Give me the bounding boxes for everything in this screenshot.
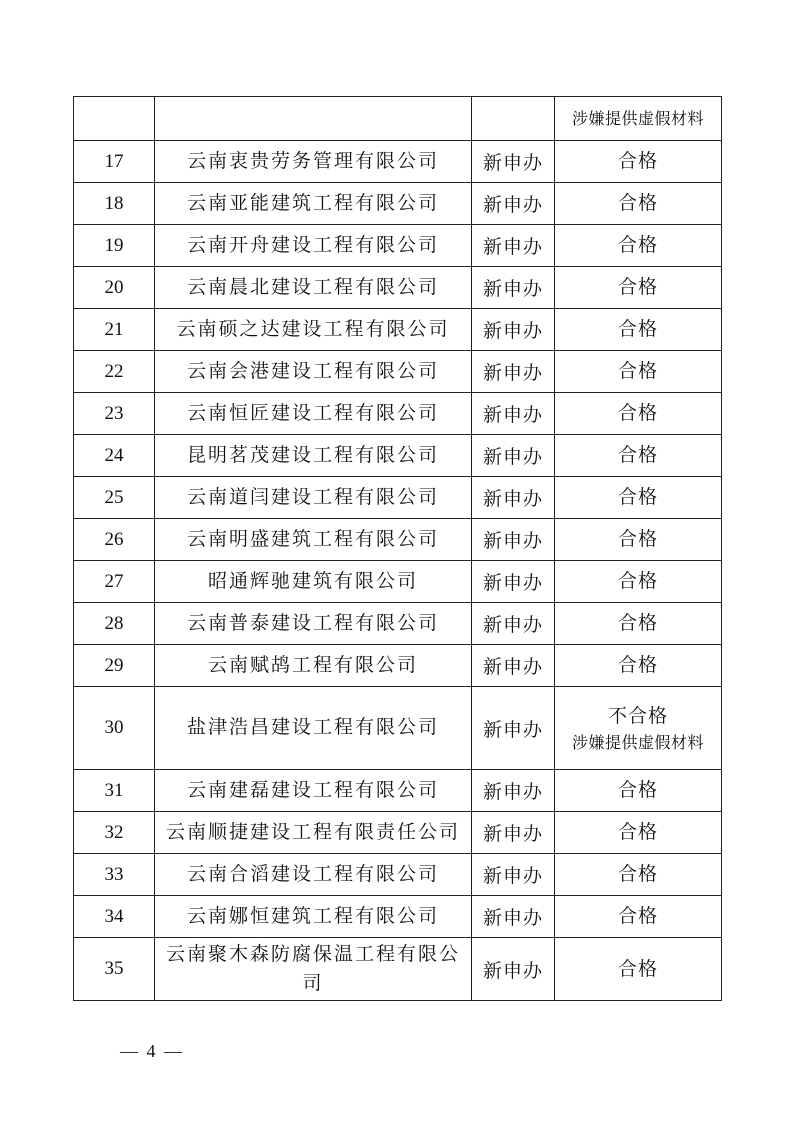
result-note: 涉嫌提供虚假材料 <box>571 108 704 128</box>
result-label: 合格 <box>617 234 658 257</box>
cell-company-name <box>155 97 472 141</box>
cell-company-name: 云南娜恒建筑工程有限公司 <box>155 896 472 938</box>
cell-application-type: 新申办 <box>472 645 555 687</box>
cell-result <box>555 351 722 393</box>
cell-company-name: 云南建磊建设工程有限公司 <box>155 770 472 812</box>
cell-company-name: 云南恒匠建设工程有限公司 <box>155 393 472 435</box>
table-row <box>74 938 722 1001</box>
cell-no: 26 <box>74 519 155 561</box>
cell-company-name: 盐津浩昌建设工程有限公司 <box>155 687 472 770</box>
cell-result <box>555 519 722 561</box>
cell-no: 33 <box>74 854 155 896</box>
cell-result <box>555 435 722 477</box>
cell-result <box>555 938 722 1001</box>
cell-no: 21 <box>74 309 155 351</box>
table-row <box>74 687 722 770</box>
result-label: 合格 <box>617 360 658 383</box>
page-number: — 4 — <box>120 1041 184 1061</box>
cell-result <box>555 770 722 812</box>
table-body <box>74 97 722 1001</box>
cell-result <box>555 603 722 645</box>
result-label: 合格 <box>617 905 658 928</box>
cell-result <box>555 477 722 519</box>
result-label: 合格 <box>617 402 658 425</box>
table-row <box>74 645 722 687</box>
cell-application-type: 新申办 <box>472 854 555 896</box>
result-label: 合格 <box>617 528 658 551</box>
cell-company-name: 云南亚能建筑工程有限公司 <box>155 183 472 225</box>
result-label: 合格 <box>617 612 658 635</box>
table-row <box>74 351 722 393</box>
result-label: 合格 <box>617 957 658 980</box>
cell-application-type: 新申办 <box>472 812 555 854</box>
table-row <box>74 183 722 225</box>
result-label: 合格 <box>617 150 658 173</box>
cell-no: 18 <box>74 183 155 225</box>
cell-result <box>555 267 722 309</box>
cell-result <box>555 687 722 770</box>
cell-result <box>555 561 722 603</box>
cell-result <box>555 812 722 854</box>
cell-no: 19 <box>74 225 155 267</box>
cell-application-type: 新申办 <box>472 477 555 519</box>
result-label: 合格 <box>617 192 658 215</box>
result-label: 合格 <box>617 570 658 593</box>
cell-company-name: 云南普泰建设工程有限公司 <box>155 603 472 645</box>
cell-application-type: 新申办 <box>472 770 555 812</box>
cell-application-type: 新申办 <box>472 603 555 645</box>
cell-company-name: 云南顺捷建设工程有限责任公司 <box>155 812 472 854</box>
cell-no: 28 <box>74 603 155 645</box>
cell-no: 35 <box>74 938 155 1001</box>
result-note: 涉嫌提供虚假材料 <box>571 733 704 753</box>
table-row <box>74 477 722 519</box>
cell-no: 24 <box>74 435 155 477</box>
cell-no: 32 <box>74 812 155 854</box>
cell-company-name: 昭通辉驰建筑有限公司 <box>155 561 472 603</box>
cell-result <box>555 309 722 351</box>
cell-application-type: 新申办 <box>472 267 555 309</box>
cell-application-type <box>472 97 555 141</box>
table-row <box>74 854 722 896</box>
result-label: 合格 <box>617 779 658 802</box>
cell-result <box>555 225 722 267</box>
table-row <box>74 561 722 603</box>
cell-no: 31 <box>74 770 155 812</box>
cell-result <box>555 393 722 435</box>
cell-no: 22 <box>74 351 155 393</box>
cell-company-name: 云南晨北建设工程有限公司 <box>155 267 472 309</box>
table-row <box>74 225 722 267</box>
table-row <box>74 770 722 812</box>
table-row <box>74 896 722 938</box>
cell-company-name: 云南开舟建设工程有限公司 <box>155 225 472 267</box>
table-row <box>74 603 722 645</box>
cell-application-type: 新申办 <box>472 687 555 770</box>
cell-application-type: 新申办 <box>472 896 555 938</box>
cell-no: 29 <box>74 645 155 687</box>
cell-company-name: 云南硕之达建设工程有限公司 <box>155 309 472 351</box>
cell-company-name: 云南会港建设工程有限公司 <box>155 351 472 393</box>
cell-application-type: 新申办 <box>472 309 555 351</box>
cell-result <box>555 97 722 141</box>
cell-company-name: 云南衷贵劳务管理有限公司 <box>155 141 472 183</box>
cell-no: 25 <box>74 477 155 519</box>
cell-result <box>555 183 722 225</box>
qualification-table <box>73 96 722 1001</box>
cell-application-type: 新申办 <box>472 141 555 183</box>
cell-application-type: 新申办 <box>472 225 555 267</box>
cell-company-name: 云南合滔建设工程有限公司 <box>155 854 472 896</box>
cell-company-name: 云南明盛建筑工程有限公司 <box>155 519 472 561</box>
result-label: 合格 <box>617 486 658 509</box>
result-label: 合格 <box>617 821 658 844</box>
result-label: 合格 <box>617 444 658 467</box>
result-label: 不合格 <box>607 704 668 727</box>
table-row <box>74 267 722 309</box>
table-row <box>74 309 722 351</box>
cell-result <box>555 645 722 687</box>
cell-result <box>555 141 722 183</box>
table-row <box>74 519 722 561</box>
cell-no: 30 <box>74 687 155 770</box>
result-label: 合格 <box>617 654 658 677</box>
cell-application-type: 新申办 <box>472 435 555 477</box>
cell-application-type: 新申办 <box>472 519 555 561</box>
cell-result <box>555 896 722 938</box>
cell-application-type: 新申办 <box>472 393 555 435</box>
cell-application-type: 新申办 <box>472 938 555 1001</box>
cell-no: 23 <box>74 393 155 435</box>
cell-no: 20 <box>74 267 155 309</box>
table-row-continued <box>74 97 722 141</box>
cell-result <box>555 854 722 896</box>
cell-company-name: 云南赋鸪工程有限公司 <box>155 645 472 687</box>
cell-application-type: 新申办 <box>472 351 555 393</box>
result-label: 合格 <box>617 276 658 299</box>
table-row <box>74 393 722 435</box>
cell-company-name: 云南聚木森防腐保温工程有限公司 <box>155 938 472 1001</box>
cell-no <box>74 97 155 141</box>
cell-no: 17 <box>74 141 155 183</box>
cell-application-type: 新申办 <box>472 561 555 603</box>
cell-company-name: 云南道闫建设工程有限公司 <box>155 477 472 519</box>
result-label: 合格 <box>617 318 658 341</box>
cell-application-type: 新申办 <box>472 183 555 225</box>
table-row <box>74 435 722 477</box>
table-row <box>74 812 722 854</box>
cell-no: 27 <box>74 561 155 603</box>
result-label: 合格 <box>617 863 658 886</box>
cell-no: 34 <box>74 896 155 938</box>
cell-company-name: 昆明茗茂建设工程有限公司 <box>155 435 472 477</box>
table-row <box>74 141 722 183</box>
